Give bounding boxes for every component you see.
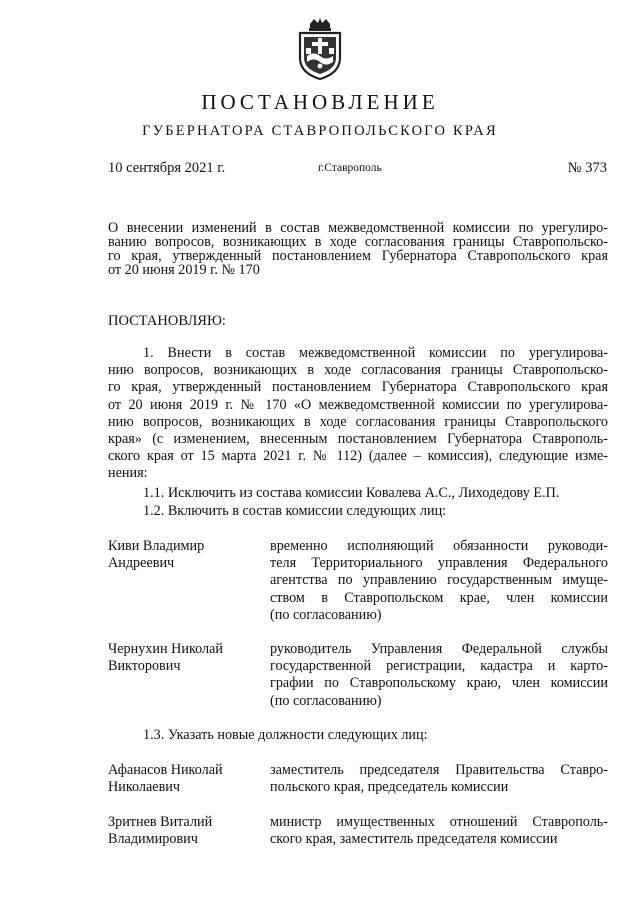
member-position: министр имущественных отношений Ставрополь- ского края, заместитель председателя комиссии: [270, 814, 608, 848]
paragraph-line: го края, утвержденный постановлением Губернатора Ставропольского края: [108, 379, 608, 396]
member-position: руководитель Управления Федеральной службы государственной регистрации, кадастра и карто- графии по Ставропольскому краю, член комиссии (по согласованию): [270, 641, 608, 709]
paragraph-line: нию вопросов, возникающих в ходе согласования границы Ставропольско-: [108, 362, 608, 379]
document-subtitle: ГУБЕРНАТОРА СТАВРОПОЛЬСКОГО КРАЯ: [142, 123, 498, 139]
subject-line: го края, утвержденный постановлением Губернатора Ставропольского края: [108, 248, 608, 264]
paragraph-line: края» (с изменением, внесенным постановлением Губернатора Ставрополь-: [108, 431, 608, 448]
paragraph-line: нения:: [108, 465, 148, 482]
decree-word: ПОСТАНОВЛЯЮ:: [108, 313, 226, 329]
subject-line: ванию вопросов, возникающих в ходе согласования границы Ставропольско-: [108, 234, 608, 250]
document-title: ПОСТАНОВЛЕНИЕ: [201, 90, 439, 114]
document-date: 10 сентября 2021 г.: [108, 160, 226, 176]
member-position: заместитель председателя Правительства Ставро- польского края, председатель комиссии: [270, 762, 608, 796]
document-subject: [108, 221, 608, 277]
paragraph-1: [108, 345, 608, 483]
member-name: Киви Владимир Андреевич: [108, 538, 205, 572]
document-city: г.Ставрополь: [318, 162, 382, 174]
paragraph-line: нию вопросов, возникающих в ходе согласования границы Ставропольского: [108, 413, 608, 430]
paragraph-line: ского края от 15 марта 2021 г. № 112) (далее – комиссия), следующие изме-: [108, 448, 608, 465]
item-1-2: 1.2. Включить в состав комиссии следующих лиц:: [143, 503, 447, 519]
member-name: Афанасов Николай Николаевич: [108, 762, 223, 796]
item-1-1: 1.1. Исключить из состава комиссии Ковалева А.С., Лиходедову Е.П.: [143, 485, 560, 501]
member-name: Зритнев Виталий Владимирович: [108, 814, 213, 848]
item-1-3: 1.3. Указать новые должности следующих лиц:: [143, 727, 428, 743]
member-name: Чернухин Николай Викторович: [108, 641, 224, 675]
paragraph-line: 1. Внести в состав межведомственной комиссии по урегулирова-: [143, 345, 608, 361]
subject-line: от 20 июня 2019 г. № 170: [108, 262, 260, 278]
paragraph-line: от 20 июня 2019 г. № 170 «О межведомственной комиссии по урегулирова-: [108, 396, 608, 413]
member-position: временно исполняющий обязанности руководи- теля Территориального управления Федерального агентства по управлению государственным имуще- ством в Ставропольском крае, член комиссии (по согласованию): [270, 538, 608, 623]
document-number: № 373: [567, 160, 607, 176]
coat-of-arms-icon: [294, 18, 346, 80]
subject-line: О внесении изменений в состав межведомственной комиссии по урегулиро-: [108, 220, 608, 236]
